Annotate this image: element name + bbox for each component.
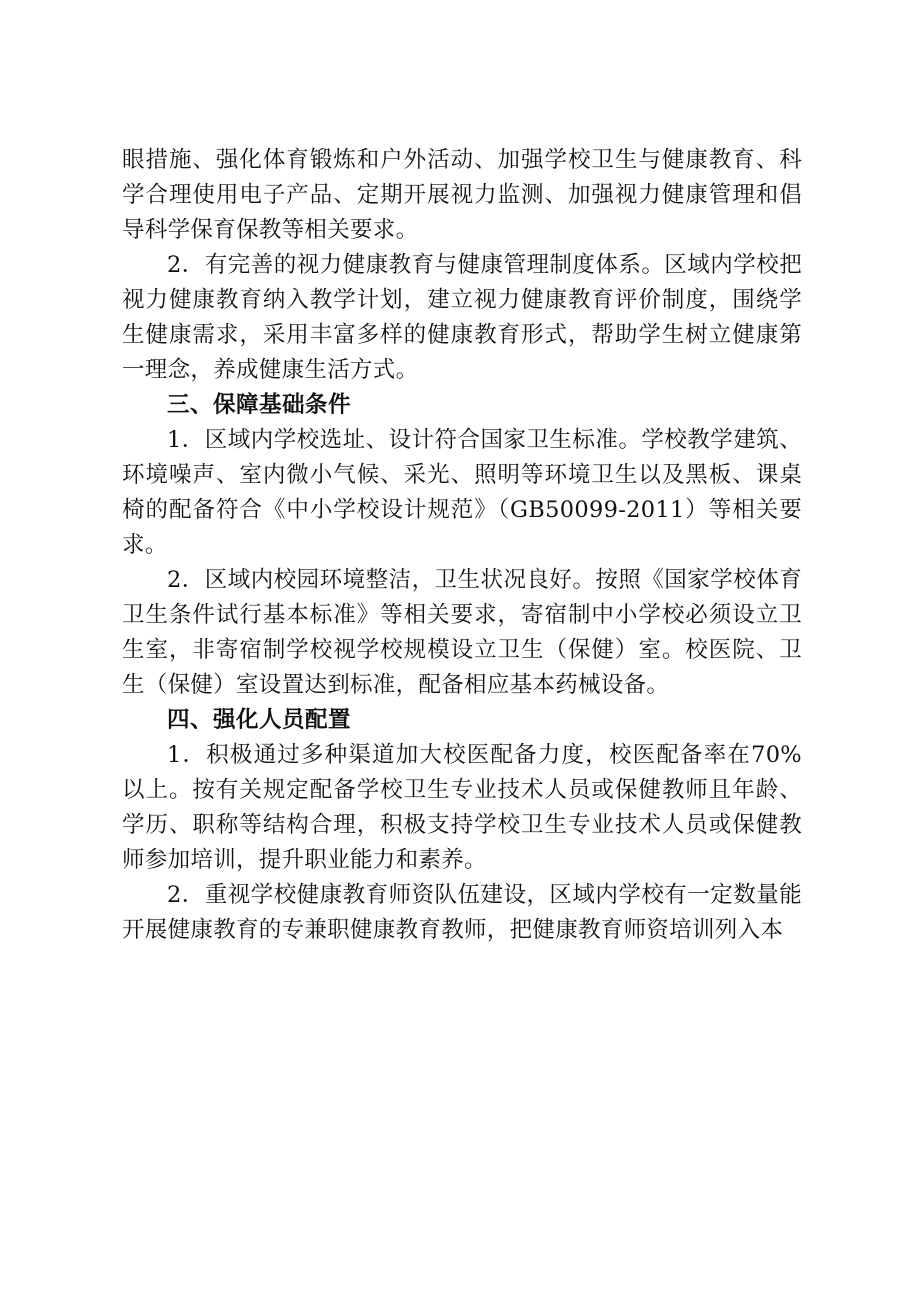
document-page — [122, 143, 802, 948]
paragraph-school-doctor-staffing: 1．积极通过多种渠道加大校医配备力度，校医配备率在70%以上。按有关规定配备学校卫生专业技术人员或保健教师且年龄、学历、职称等结构合理，积极支持学校卫生专业技术人员或保健教师参加培训，提升职业能力和素养。 — [122, 742, 802, 873]
paragraph-vision-education-system: 2．有完善的视力健康教育与健康管理制度体系。区域内学校把视力健康教育纳入教学计划，建立视力健康教育评价制度，围绕学生健康需求，采用丰富多样的健康教育形式，帮助学生树立健康第一理念，养成健康生活方式。 — [122, 252, 802, 383]
paragraph-health-teacher-team: 2．重视学校健康教育师资队伍建设，区域内学校有一定数量能开展健康教育的专兼职健康教育教师，把健康教育师资培训列入本 — [122, 882, 802, 943]
section-heading-basic-conditions: 三、保障基础条件 — [167, 392, 352, 418]
section-heading-staffing: 四、强化人员配置 — [167, 707, 352, 733]
paragraph-continuation: 眼措施、强化体育锻炼和户外活动、加强学校卫生与健康教育、科学合理使用电子产品、定期开展视力监测、加强视力健康管理和倡导科学保育保教等相关要求。 — [122, 147, 802, 243]
paragraph-campus-environment: 2．区域内校园环境整洁，卫生状况良好。按照《国家学校体育卫生条件试行基本标准》等相关要求，寄宿制中小学校必须设立卫生室，非寄宿制学校视学校规模设立卫生（保健）室。校医院、卫生（保健）室设置达到标准，配备相应基本药械设备。 — [122, 567, 802, 698]
paragraph-school-site-design: 1．区域内学校选址、设计符合国家卫生标准。学校教学建筑、环境噪声、室内微小气候、采光、照明等环境卫生以及黑板、课桌椅的配备符合《中小学校设计规范》（GB50099-2011）等相关要求。 — [122, 427, 802, 558]
